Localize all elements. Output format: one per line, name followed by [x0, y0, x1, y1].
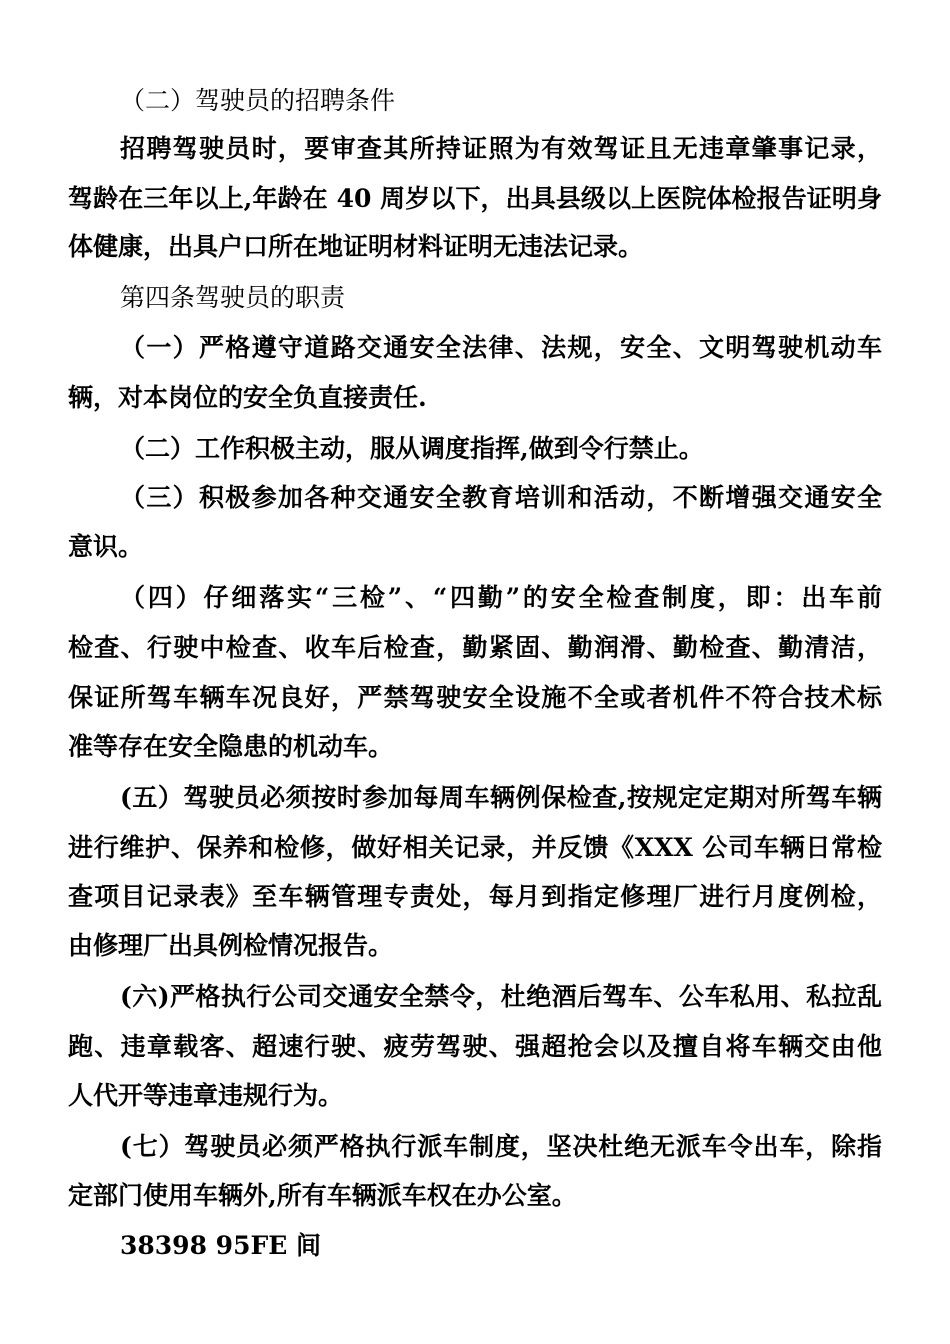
paragraph-line: （一）严格遵守道路交通安全法律、法规，安全、文明驾驶机动车 [120, 333, 882, 362]
paragraph-line: (七）驾驶员必须严格执行派车制度，坚决杜绝无派车令出车，除指 [120, 1132, 882, 1161]
paragraph-line: 检查、行驶中检查、收车后检查，勤紧固、勤润滑、勤检查、勤清洁， [68, 633, 882, 662]
document-code-text: 38398 95FE 间 [120, 1231, 321, 1260]
paragraph-line: 意识。 [68, 532, 144, 561]
paragraph-line: 由修理厂出具例检情况报告。 [68, 931, 394, 960]
paragraph-line: （二）工作积极主动，服从调度指挥,做到令行禁止。 [120, 434, 704, 463]
paragraph-line: 招聘驾驶员时，要审查其所持证照为有效驾证且无违章肇事记录， [120, 134, 882, 163]
paragraph-line: 进行维护、保养和检修，做好相关记录，并反馈《XXX 公司车辆日常检 [68, 833, 882, 862]
paragraph-line: 人代开等违章违规行为。 [68, 1081, 344, 1110]
paragraph-line: 定部门使用车辆外,所有车辆派车权在办公室。 [68, 1181, 577, 1210]
paragraph-line: （四）仔细落实“三检”、“四勤”的安全检查制度，即：出车前 [120, 583, 882, 612]
paragraph-line: 保证所驾车辆车况良好，严禁驾驶安全设施不全或者机件不符合技术标 [68, 683, 882, 712]
paragraph-line: 驾龄在三年以上,年龄在 40 周岁以下，出具县级以上医院体检报告证明身 [68, 184, 882, 213]
paragraph-line: 查项目记录表》至车辆管理专责处，每月到指定修理厂进行月度例检， [68, 882, 882, 911]
paragraph-line: (六)严格执行公司交通安全禁令，杜绝酒后驾车、公车私用、私拉乱 [120, 982, 882, 1011]
subheading-recruitment-conditions: （二）驾驶员的招聘条件 [120, 86, 396, 115]
paragraph-line: 准等存在安全隐患的机动车。 [68, 732, 394, 761]
paragraph-line: 体健康，出具户口所在地证明材料证明无违法记录。 [68, 232, 644, 261]
paragraph-line: 辆，对本岗位的安全负直接责任. [68, 383, 427, 412]
paragraph-line: (五）驾驶员必须按时参加每周车辆例保检查,按规定定期对所驾车辆 [120, 783, 882, 812]
paragraph-line: （三）积极参加各种交通安全教育培训和活动，不断增强交通安全 [120, 483, 882, 512]
article-heading: 第四条驾驶员的职责 [120, 283, 346, 312]
paragraph-line: 跑、违章载客、超速行驶、疲劳驾驶、强超抢会以及擅自将车辆交由他 [68, 1032, 882, 1061]
